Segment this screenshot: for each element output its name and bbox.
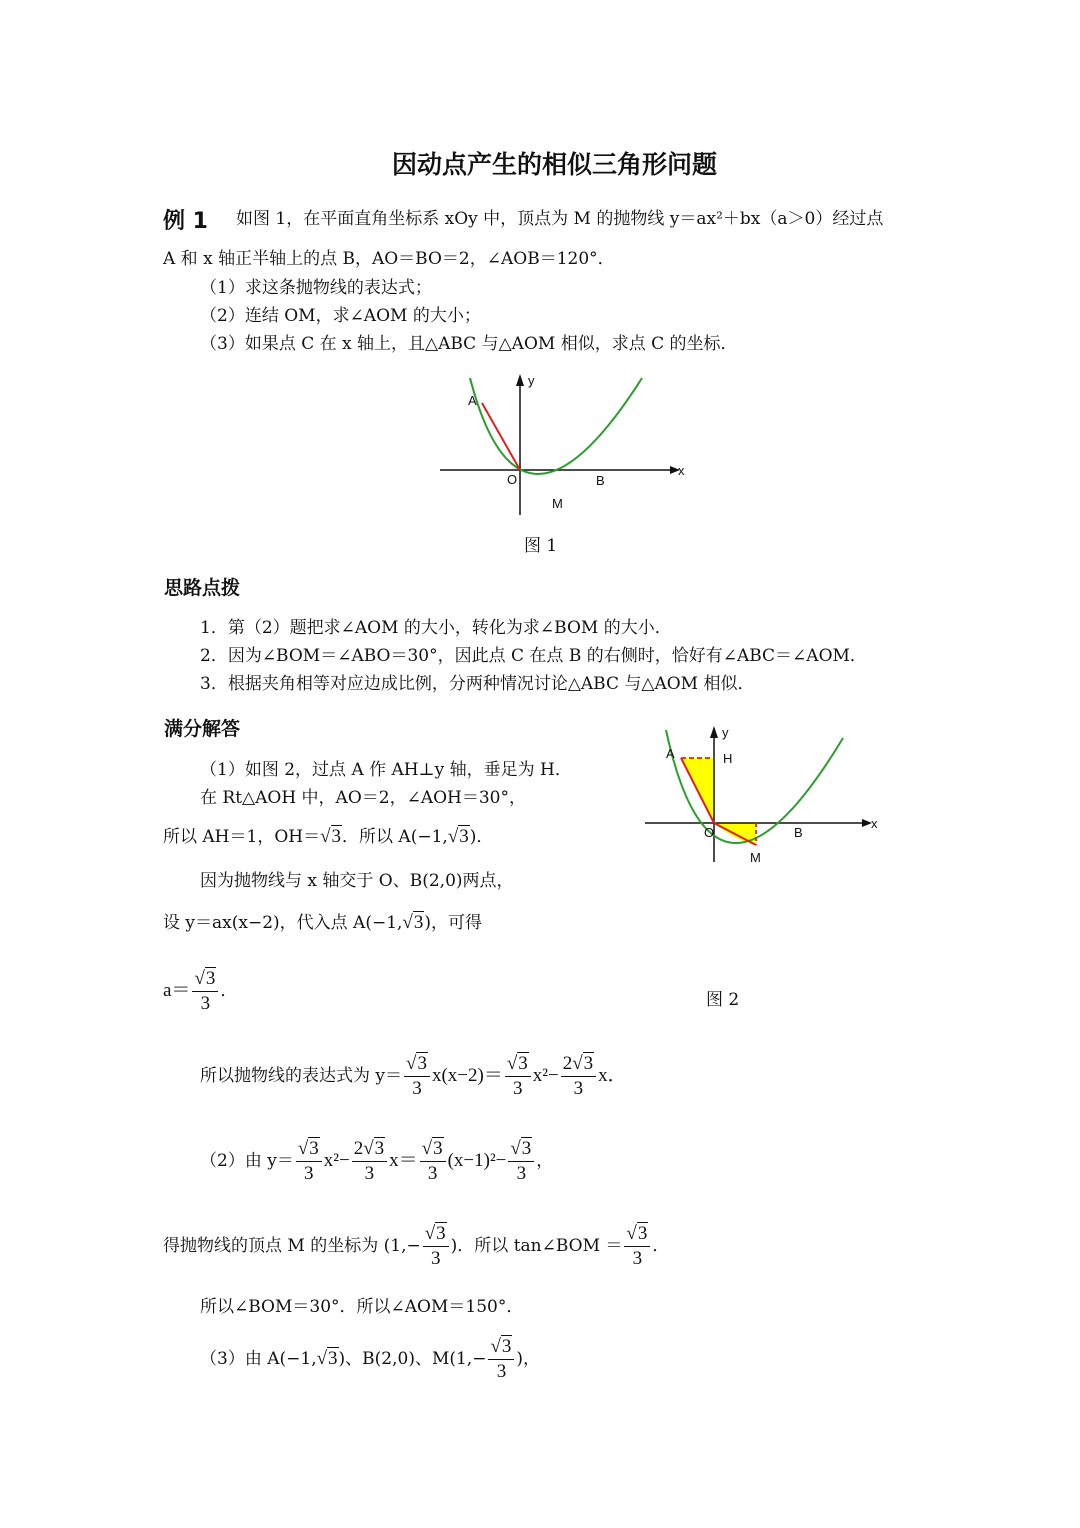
solution-p1: （1）如图 2，过点 A 作 AH⊥y 轴，垂足为 H． — [200, 760, 572, 780]
example-text-line1: 如图 1，在平面直角坐标系 xOy 中，顶点为 M 的抛物线 y＝ax²＋bx（a＞0）经过点 — [236, 209, 884, 229]
label-m: M — [552, 496, 563, 511]
label-y: y — [528, 373, 535, 388]
solution-heading: 满分解答 — [164, 718, 241, 740]
hint-item-3: 3．根据夹角相等对应边成比例，分两种情况讨论△ABC 与△AOM 相似． — [200, 674, 755, 694]
label-b: B — [794, 825, 803, 840]
figure-1 — [432, 370, 702, 520]
solution-p7: 所以抛物线的表达式为 y＝ $\frac{√3}{3}$ x(x−2)＝ $\frac{√3}{3}$ x²− $\frac{2√3}{3}$ x． — [200, 1053, 627, 1099]
label-m: M — [750, 850, 761, 865]
solution-p9: 得抛物线的顶点 M 的坐标为 (1,− $\frac{√3}{3}$ )．所以 tan∠BOM ＝ $\frac{√3}{3}$ ． — [163, 1223, 670, 1269]
question-1: （1）求这条抛物线的表达式； — [200, 278, 432, 298]
example-label: 例 1 — [163, 209, 208, 234]
label-x: x — [871, 816, 878, 831]
figure-1-caption: 图 1 — [524, 536, 558, 556]
question-3: （3）如果点 C 在 x 轴上，且△ABC 与△AOM 相似，求点 C 的坐标． — [200, 334, 738, 354]
y-axis-arrow — [710, 726, 718, 738]
solution-p4: 因为抛物线与 x 轴交于 O、B(2,0)两点， — [200, 871, 514, 891]
solution-p11: （3）由 A(−1,√3)、B(2,0)、M(1,− $\frac{√3}{3}$ )， — [200, 1336, 541, 1382]
solution-p8: （2）由 y＝ $\frac{√3}{3}$ x²− $\frac{2√3}{3}$ x＝ $\frac{√3}{3}$ (x−1)²− $\frac{√3}{3}$ ， — [200, 1138, 554, 1184]
label-a: A — [468, 393, 477, 408]
y-axis-arrow — [516, 374, 524, 386]
hints-heading: 思路点拨 — [164, 577, 241, 599]
solution-p6: a＝ $\frac{√3}{3}$ ． — [163, 968, 238, 1014]
label-a: A — [666, 746, 675, 761]
page-title: 因动点产生的相似三角形问题 — [392, 150, 718, 179]
label-h: H — [723, 751, 733, 766]
label-o: O — [704, 825, 715, 840]
segment-ao — [482, 403, 520, 470]
solution-p10: 所以∠BOM＝30°．所以∠AOM＝150°． — [200, 1297, 524, 1317]
label-b: B — [596, 473, 605, 488]
label-y: y — [722, 725, 729, 740]
label-o: O — [507, 472, 518, 487]
hint-item-1: 1．第（2）题把求∠AOM 的大小，转化为求∠BOM 的大小． — [200, 618, 672, 638]
hint-item-2: 2．因为∠BOM＝∠ABO＝30°，因此点 C 在点 B 的右侧时，恰好有∠ABC＝∠AOM． — [200, 646, 867, 666]
solution-p3: 所以 AH＝1，OH＝√3．所以 A(−1,√3)． — [163, 826, 494, 847]
example-text-line2: A 和 x 轴正半轴上的点 B，AO＝BO＝2，∠AOB＝120°． — [163, 249, 615, 269]
figure-2 — [640, 722, 890, 867]
solution-p2: 在 Rt△AOH 中，AO＝2，∠AOH＝30°， — [200, 788, 526, 808]
solution-p5: 设 y＝ax(x−2)，代入点 A(−1,√3)，可得 — [163, 912, 482, 933]
figure-2-caption: 图 2 — [706, 990, 740, 1010]
question-2: （2）连结 OM，求∠AOM 的大小； — [200, 306, 481, 326]
label-x: x — [678, 463, 685, 478]
